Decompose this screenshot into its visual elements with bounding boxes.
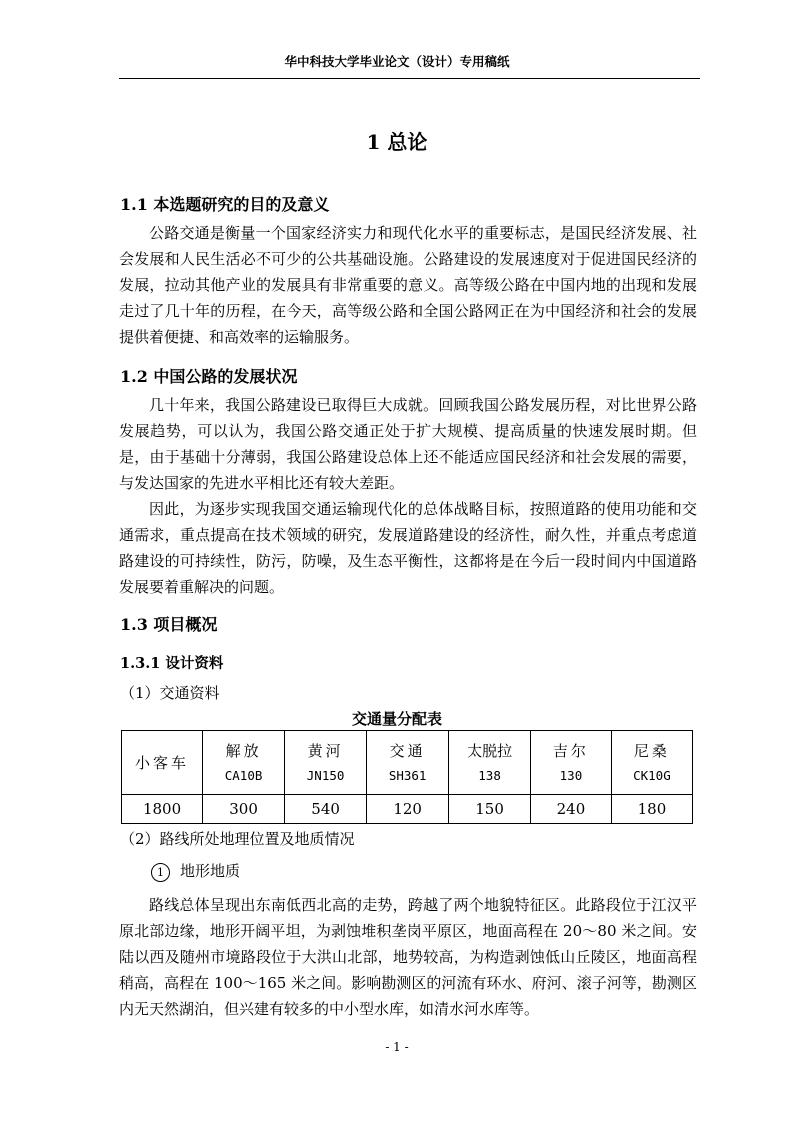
page-header-title: 华中科技大学毕业论文（设计）专用稿纸 [284,54,510,69]
item-location-geology: （2）路线所处地理位置及地质情况 [120,830,355,848]
table-header-cell [531,731,612,795]
table-cell: 180 [611,795,692,824]
table-cell: 240 [531,795,612,824]
table-cell: 300 [203,795,285,824]
vehicle-model: JN150 [306,767,345,783]
section-1-2-heading: 1.2 中国公路的发展状况 [120,367,298,386]
sub-item-terrain [151,860,240,882]
vehicle-name: 小客车 [135,753,190,772]
table-header-cell [611,731,692,795]
page-number: - 1 - [385,1040,409,1054]
table-cell: 150 [449,795,531,824]
chapter-title: 1 总论 [366,130,428,154]
section-1-1-paragraph: 公路交通是衡量一个国家经济实力和现代化水平的重要标志，是国民经济发展、社会发展和人民生活必不可少的公共基础设施。公路建设的发展速度对于促进国民经济的发展，拉动其他产业的发展具有非常重要的意义。高等级公路在中国内地的出现和发展走过了几十年的历程，在今天，高等级公路和全国公路网正在为中国经济和社会的发展提供着便捷、和高效率的运输服务。 [119,224,697,346]
table-caption: 交通量分配表 [351,710,442,728]
section-1-1-heading: 1.1 本选题研究的目的及意义 [120,195,330,214]
table-header-cell [203,731,285,795]
table-header-cell [367,731,449,795]
table-cell: 120 [367,795,449,824]
vehicle-name: 吉尔 [552,741,589,760]
circled-number: 1 [151,863,170,882]
vehicle-model: CA10B [224,767,263,783]
sub-item-label: 地形地质 [180,862,241,880]
vehicle-name: 黄河 [307,741,344,760]
table-header-cell [285,731,367,795]
section-1-3-1-heading: 1.3.1 设计资料 [120,655,224,672]
table-header-row [122,731,693,795]
terrain-paragraph: 路线总体呈现出东南低西北高的走势，跨越了两个地貌特征区。此路段位于江汉平原北部边缘，地形开阔平坦，为剥蚀堆积垄岗平原区，地面高程在 20～80 米之间。安陆以西及随州市境路段位于大洪山北部，地势较高，为构造剥蚀低山丘陵区，地面高程稍高，高程在 100～165 米之间。影响勘测区的河流有环水、府河、滚子河等，勘测区内无天然湖泊，但兴建有较多的中小型水库，如清水河水库等。 [119,896,697,1018]
vehicle-model: 138 [478,767,501,783]
table-header-cell [449,731,531,795]
section-1-3-heading: 1.3 项目概况 [120,615,218,634]
section-1-2-paragraph-1: 几十年来，我国公路建设已取得巨大成就。回顾我国公路发展历程，对比世界公路发展趋势，可以认为，我国公路交通正处于扩大规模、提高质量的快速发展时期。但是，由于基础十分薄弱，我国公路建设总体上还不能适应国民经济和社会发展的需要，与发达国家的先进水平相比还有较大差距。 [119,396,697,492]
vehicle-name: 太脱拉 [467,741,513,760]
header-rule [119,78,700,79]
item-traffic-data: （1）交通资料 [120,684,220,702]
vehicle-model: SH361 [388,767,427,783]
table-cell: 1800 [122,795,203,824]
vehicle-model: CK10G [633,767,671,783]
vehicle-name: 尼桑 [633,741,670,760]
table-row [122,795,693,824]
table-cell: 540 [285,795,367,824]
vehicle-name: 交通 [389,741,426,760]
table-header-cell [122,731,203,795]
traffic-volume-table [121,730,693,824]
section-1-2-paragraph-2: 因此，为逐步实现我国交通运输现代化的总体战略目标，按照道路的使用功能和交通需求，重点提高在技术领域的研究，发展道路建设的经济性，耐久性，并重点考虑道路建设的可持续性，防污，防噪，及生态平衡性，这都将是在今后一段时间内中国道路发展要着重解决的问题。 [119,500,697,596]
vehicle-model: 130 [559,767,583,783]
vehicle-name: 解放 [225,741,262,760]
